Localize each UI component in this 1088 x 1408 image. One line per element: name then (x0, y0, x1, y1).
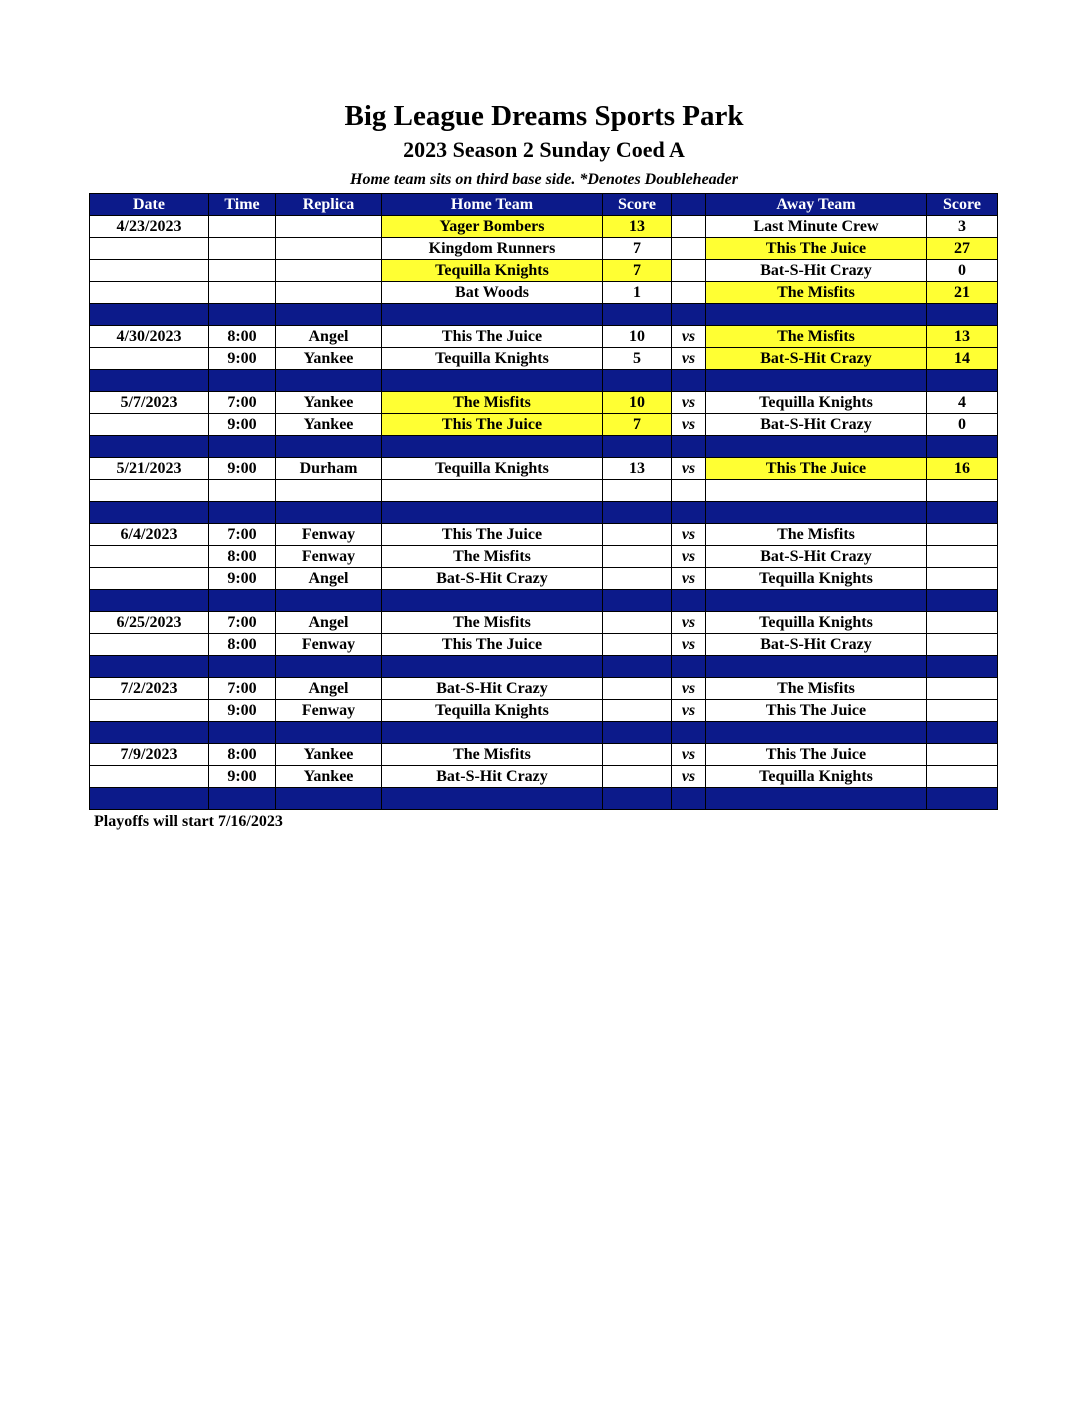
time-cell: 7:00 (209, 678, 276, 700)
separator-cell (927, 656, 998, 678)
separator-cell (90, 656, 209, 678)
separator-cell (603, 656, 672, 678)
vs-cell (672, 480, 706, 502)
column-header-home-score: Score (603, 194, 672, 216)
separator-cell (276, 436, 382, 458)
separator-row (90, 370, 998, 392)
away-score-cell: 4 (927, 392, 998, 414)
separator-cell (90, 502, 209, 524)
away-team-cell: This The Juice (706, 744, 927, 766)
separator-cell (706, 502, 927, 524)
date-cell: 5/21/2023 (90, 458, 209, 480)
separator-cell (382, 590, 603, 612)
vs-cell: vs (672, 766, 706, 788)
replica-cell: Yankee (276, 348, 382, 370)
away-score-cell: 14 (927, 348, 998, 370)
separator-cell (382, 436, 603, 458)
home-team-cell: Bat-S-Hit Crazy (382, 678, 603, 700)
separator-cell (209, 304, 276, 326)
date-cell: 6/25/2023 (90, 612, 209, 634)
separator-row (90, 304, 998, 326)
table-row (90, 414, 998, 436)
separator-cell (927, 502, 998, 524)
replica-cell (276, 260, 382, 282)
separator-cell (672, 656, 706, 678)
home-team-cell: This The Juice (382, 326, 603, 348)
separator-cell (927, 722, 998, 744)
vs-cell: vs (672, 392, 706, 414)
vs-cell (672, 216, 706, 238)
table-row (90, 238, 998, 260)
separator-cell (603, 502, 672, 524)
separator-cell (672, 502, 706, 524)
separator-cell (276, 502, 382, 524)
home-score-cell (603, 678, 672, 700)
separator-cell (672, 590, 706, 612)
replica-cell: Yankee (276, 766, 382, 788)
home-team-cell: This The Juice (382, 524, 603, 546)
replica-cell: Yankee (276, 414, 382, 436)
vs-cell: vs (672, 348, 706, 370)
home-score-cell (603, 634, 672, 656)
away-score-cell (927, 700, 998, 722)
separator-cell (209, 788, 276, 810)
separator-cell (382, 502, 603, 524)
away-score-cell (927, 546, 998, 568)
separator-cell (603, 304, 672, 326)
away-score-cell (927, 744, 998, 766)
home-score-cell: 13 (603, 216, 672, 238)
away-team-cell: This The Juice (706, 700, 927, 722)
away-score-cell (927, 612, 998, 634)
home-score-cell (603, 524, 672, 546)
date-cell: 5/7/2023 (90, 392, 209, 414)
home-team-cell: Bat Woods (382, 282, 603, 304)
away-score-cell: 13 (927, 326, 998, 348)
replica-cell: Durham (276, 458, 382, 480)
separator-cell (672, 436, 706, 458)
separator-cell (603, 722, 672, 744)
separator-cell (603, 590, 672, 612)
separator-cell (927, 370, 998, 392)
time-cell (209, 480, 276, 502)
home-team-cell: Tequilla Knights (382, 260, 603, 282)
table-row (90, 282, 998, 304)
away-score-cell: 21 (927, 282, 998, 304)
away-team-cell: Bat-S-Hit Crazy (706, 348, 927, 370)
separator-cell (672, 722, 706, 744)
separator-cell (209, 502, 276, 524)
away-team-cell: Tequilla Knights (706, 766, 927, 788)
schedule-table (89, 193, 998, 810)
separator-cell (382, 370, 603, 392)
date-cell (90, 568, 209, 590)
replica-cell: Yankee (276, 392, 382, 414)
date-cell (90, 480, 209, 502)
replica-cell: Angel (276, 612, 382, 634)
home-team-cell: Kingdom Runners (382, 238, 603, 260)
replica-cell: Angel (276, 568, 382, 590)
date-cell (90, 238, 209, 260)
replica-cell: Fenway (276, 700, 382, 722)
separator-cell (706, 370, 927, 392)
home-score-cell: 1 (603, 282, 672, 304)
date-cell (90, 546, 209, 568)
page-subtitle: 2023 Season 2 Sunday Coed A (403, 137, 685, 162)
separator-cell (706, 788, 927, 810)
away-score-cell: 27 (927, 238, 998, 260)
home-score-cell: 7 (603, 414, 672, 436)
column-header-time: Time (209, 194, 276, 216)
away-team-cell: The Misfits (706, 326, 927, 348)
separator-cell (672, 304, 706, 326)
away-team-cell: Bat-S-Hit Crazy (706, 414, 927, 436)
home-score-cell: 7 (603, 238, 672, 260)
time-cell: 8:00 (209, 546, 276, 568)
separator-cell (276, 656, 382, 678)
separator-cell (276, 722, 382, 744)
vs-cell: vs (672, 612, 706, 634)
date-cell: 4/30/2023 (90, 326, 209, 348)
home-team-cell: The Misfits (382, 546, 603, 568)
away-score-cell (927, 766, 998, 788)
separator-row (90, 788, 998, 810)
separator-cell (209, 590, 276, 612)
date-cell: 7/9/2023 (90, 744, 209, 766)
away-team-cell: Tequilla Knights (706, 392, 927, 414)
table-header-row (90, 194, 998, 216)
separator-cell (382, 656, 603, 678)
replica-cell (276, 216, 382, 238)
column-header-away-score: Score (927, 194, 998, 216)
table-row (90, 568, 998, 590)
away-team-cell: Bat-S-Hit Crazy (706, 546, 927, 568)
home-team-cell: Tequilla Knights (382, 348, 603, 370)
date-cell: 4/23/2023 (90, 216, 209, 238)
replica-cell (276, 238, 382, 260)
separator-cell (382, 304, 603, 326)
time-cell: 8:00 (209, 326, 276, 348)
home-score-cell: 13 (603, 458, 672, 480)
separator-cell (209, 722, 276, 744)
page-title: Big League Dreams Sports Park (344, 100, 744, 132)
away-team-cell: The Misfits (706, 524, 927, 546)
separator-cell (706, 656, 927, 678)
separator-row (90, 722, 998, 744)
playoffs-note: Playoffs will start 7/16/2023 (94, 813, 283, 830)
separator-row (90, 502, 998, 524)
separator-cell (706, 304, 927, 326)
time-cell (209, 282, 276, 304)
home-team-cell: The Misfits (382, 744, 603, 766)
separator-cell (927, 304, 998, 326)
separator-cell (603, 436, 672, 458)
table-row (90, 678, 998, 700)
home-score-cell (603, 568, 672, 590)
table-row (90, 392, 998, 414)
separator-cell (706, 436, 927, 458)
schedule-note: Home team sits on third base side. *Denotes Doubleheader (350, 171, 738, 188)
time-cell: 8:00 (209, 744, 276, 766)
time-cell (209, 216, 276, 238)
separator-cell (927, 788, 998, 810)
separator-cell (672, 370, 706, 392)
replica-cell: Yankee (276, 744, 382, 766)
date-cell (90, 700, 209, 722)
table-row (90, 348, 998, 370)
home-team-cell: Yager Bombers (382, 216, 603, 238)
table-row (90, 700, 998, 722)
home-score-cell: 10 (603, 326, 672, 348)
table-row (90, 744, 998, 766)
separator-row (90, 590, 998, 612)
away-score-cell (927, 634, 998, 656)
home-team-cell: Tequilla Knights (382, 458, 603, 480)
home-score-cell (603, 546, 672, 568)
vs-cell: vs (672, 458, 706, 480)
home-team-cell (382, 480, 603, 502)
vs-cell: vs (672, 546, 706, 568)
away-team-cell (706, 480, 927, 502)
date-cell (90, 260, 209, 282)
table-row (90, 216, 998, 238)
column-header-vs (672, 194, 706, 216)
vs-cell (672, 260, 706, 282)
time-cell: 8:00 (209, 634, 276, 656)
home-team-cell: This The Juice (382, 634, 603, 656)
separator-cell (927, 436, 998, 458)
replica-cell: Angel (276, 678, 382, 700)
time-cell: 9:00 (209, 348, 276, 370)
replica-cell: Fenway (276, 634, 382, 656)
away-score-cell: 0 (927, 260, 998, 282)
home-score-cell (603, 480, 672, 502)
vs-cell: vs (672, 744, 706, 766)
time-cell: 9:00 (209, 458, 276, 480)
vs-cell: vs (672, 414, 706, 436)
away-team-cell: Last Minute Crew (706, 216, 927, 238)
time-cell: 7:00 (209, 524, 276, 546)
replica-cell (276, 282, 382, 304)
separator-cell (90, 436, 209, 458)
vs-cell: vs (672, 568, 706, 590)
replica-cell: Angel (276, 326, 382, 348)
separator-cell (90, 788, 209, 810)
away-score-cell (927, 480, 998, 502)
separator-row (90, 436, 998, 458)
replica-cell: Fenway (276, 546, 382, 568)
table-row (90, 458, 998, 480)
vs-cell (672, 238, 706, 260)
separator-cell (90, 590, 209, 612)
replica-cell: Fenway (276, 524, 382, 546)
away-team-cell: The Misfits (706, 678, 927, 700)
separator-cell (209, 436, 276, 458)
away-team-cell: The Misfits (706, 282, 927, 304)
time-cell: 9:00 (209, 414, 276, 436)
away-team-cell: Tequilla Knights (706, 612, 927, 634)
date-cell: 6/4/2023 (90, 524, 209, 546)
column-header-date: Date (90, 194, 209, 216)
vs-cell: vs (672, 700, 706, 722)
table-row (90, 260, 998, 282)
separator-cell (90, 304, 209, 326)
time-cell: 9:00 (209, 700, 276, 722)
separator-cell (382, 788, 603, 810)
time-cell: 7:00 (209, 392, 276, 414)
table-row (90, 326, 998, 348)
home-score-cell: 10 (603, 392, 672, 414)
separator-cell (706, 590, 927, 612)
separator-cell (90, 722, 209, 744)
vs-cell: vs (672, 678, 706, 700)
separator-cell (276, 590, 382, 612)
away-score-cell: 3 (927, 216, 998, 238)
home-team-cell: Bat-S-Hit Crazy (382, 766, 603, 788)
separator-cell (276, 370, 382, 392)
date-cell (90, 414, 209, 436)
away-score-cell: 0 (927, 414, 998, 436)
home-team-cell: This The Juice (382, 414, 603, 436)
date-cell (90, 282, 209, 304)
column-header-away-team: Away Team (706, 194, 927, 216)
home-team-cell: Tequilla Knights (382, 700, 603, 722)
separator-cell (209, 370, 276, 392)
vs-cell: vs (672, 326, 706, 348)
separator-cell (276, 788, 382, 810)
table-row (90, 524, 998, 546)
away-score-cell (927, 678, 998, 700)
table-row (90, 612, 998, 634)
home-score-cell: 7 (603, 260, 672, 282)
separator-cell (276, 304, 382, 326)
table-row (90, 634, 998, 656)
separator-cell (603, 788, 672, 810)
vs-cell: vs (672, 634, 706, 656)
away-score-cell (927, 568, 998, 590)
home-team-cell: Bat-S-Hit Crazy (382, 568, 603, 590)
separator-cell (603, 370, 672, 392)
vs-cell: vs (672, 524, 706, 546)
time-cell (209, 238, 276, 260)
home-score-cell (603, 700, 672, 722)
table-row (90, 546, 998, 568)
separator-cell (672, 788, 706, 810)
home-score-cell (603, 612, 672, 634)
separator-cell (209, 656, 276, 678)
home-score-cell (603, 744, 672, 766)
column-header-home-team: Home Team (382, 194, 603, 216)
column-header-replica: Replica (276, 194, 382, 216)
home-score-cell (603, 766, 672, 788)
separator-cell (90, 370, 209, 392)
separator-cell (382, 722, 603, 744)
away-team-cell: Tequilla Knights (706, 568, 927, 590)
away-score-cell: 16 (927, 458, 998, 480)
date-cell (90, 634, 209, 656)
vs-cell (672, 282, 706, 304)
time-cell: 7:00 (209, 612, 276, 634)
time-cell (209, 260, 276, 282)
table-row (90, 480, 998, 502)
home-team-cell: The Misfits (382, 392, 603, 414)
home-team-cell: The Misfits (382, 612, 603, 634)
home-score-cell: 5 (603, 348, 672, 370)
date-cell (90, 766, 209, 788)
away-team-cell: Bat-S-Hit Crazy (706, 260, 927, 282)
away-team-cell: This The Juice (706, 238, 927, 260)
time-cell: 9:00 (209, 568, 276, 590)
separator-cell (706, 722, 927, 744)
time-cell: 9:00 (209, 766, 276, 788)
separator-row (90, 656, 998, 678)
away-team-cell: This The Juice (706, 458, 927, 480)
date-cell (90, 348, 209, 370)
away-team-cell: Bat-S-Hit Crazy (706, 634, 927, 656)
schedule-body (90, 216, 998, 810)
separator-cell (927, 590, 998, 612)
date-cell: 7/2/2023 (90, 678, 209, 700)
replica-cell (276, 480, 382, 502)
away-score-cell (927, 524, 998, 546)
table-row (90, 766, 998, 788)
